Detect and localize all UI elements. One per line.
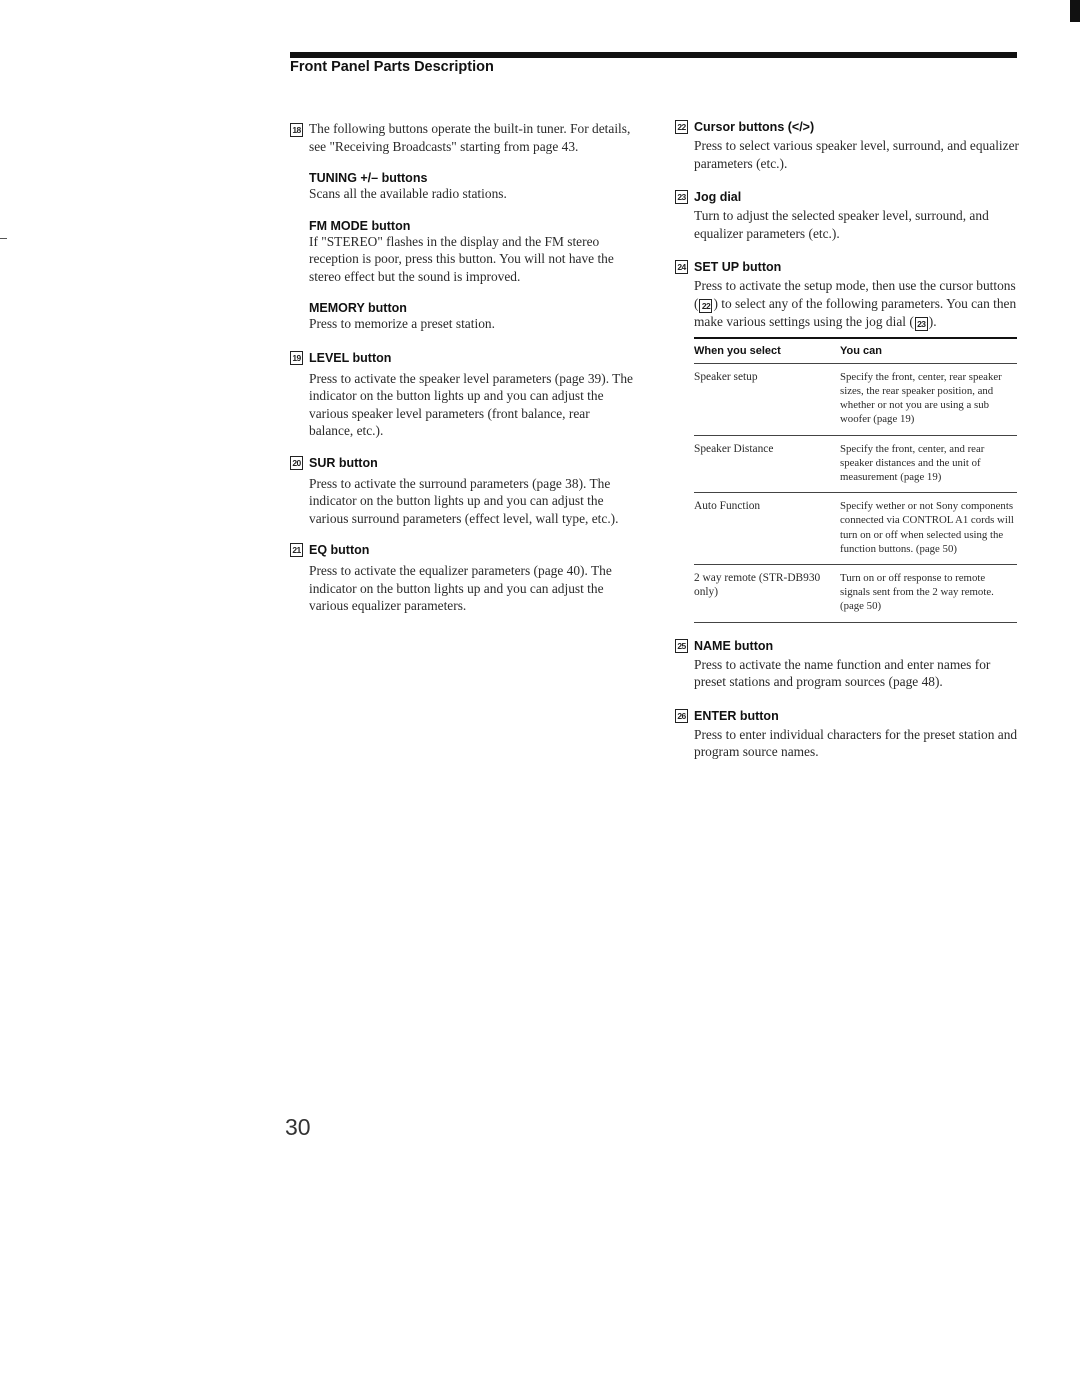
- table-row: [694, 436, 1017, 494]
- table-header-select: When you select: [694, 344, 781, 357]
- enter-button-heading: ENTER button: [694, 708, 779, 723]
- table-cell-select: Speaker Distance: [694, 442, 774, 455]
- item-number-badge: 21: [290, 543, 303, 557]
- jog-dial-text: Turn to adjust the selected speaker level, surround, and equalizer parameters (etc.).: [694, 208, 989, 241]
- fm-mode-heading: FM MODE button: [309, 218, 411, 233]
- table-row: [694, 364, 1017, 436]
- item-reference-badge: 22: [699, 299, 712, 313]
- name-button-heading: NAME button: [694, 638, 774, 653]
- table-cell-select: Speaker setup: [694, 370, 758, 383]
- tuner-intro: [290, 120, 635, 155]
- table-header: [694, 337, 1017, 364]
- cursor-buttons-text: Press to select various speaker level, surround, and equalizer parameters (etc.).: [694, 138, 1019, 171]
- section-title: Front Panel Parts Description: [290, 59, 494, 75]
- tuning-buttons-text: Scans all the available radio stations.: [309, 186, 507, 201]
- page-number: 30: [285, 1114, 311, 1140]
- table-cell-can: Specify wether or not Sony components connected via CONTROL A1 cords will turn on or off when selected using the function buttons. (page 50): [840, 500, 1014, 555]
- table-row: [694, 493, 1017, 565]
- item-number-badge: 26: [675, 709, 688, 723]
- table-row: [694, 565, 1017, 623]
- setup-button-text: Press to activate the setup mode, then use the cursor buttons ( 22 ) to select any of the following parameters. You can then make various settings using the jog dial ( 23 ).: [694, 278, 1017, 329]
- level-button-heading: LEVEL button: [309, 350, 392, 365]
- item-number-badge: 24: [675, 260, 688, 274]
- item-number-badge: 22: [675, 120, 688, 134]
- tuning-buttons-heading: TUNING +/– buttons: [309, 171, 428, 185]
- tuner-intro-text: The following buttons operate the built-in tuner. For details, see "Receiving Broadcasts" starting from page 43.: [309, 121, 631, 154]
- edge-mark-left: [0, 238, 7, 239]
- item-number-badge: 19: [290, 351, 303, 365]
- item-number-badge: 23: [675, 190, 688, 204]
- name-button-item: [675, 639, 1020, 691]
- fm-mode-text: If "STEREO" flashes in the display and the FM stereo reception is poor, press this button. You will not have the stereo effect but the sound is improved.: [309, 233, 614, 284]
- sur-button-text: Press to activate the surround parameters (page 38). The indicator on the button lights up and you can adjust the various surround parameters (effect level, wall type, etc.).: [309, 475, 619, 526]
- level-button-item: [290, 351, 635, 440]
- jog-dial-heading: Jog dial: [694, 190, 742, 204]
- table-cell-select: Auto Function: [694, 500, 761, 513]
- eq-button-text: Press to activate the equalizer parameters (page 40). The indicator on the button lights up and you can adjust the various equalizer parameters.: [309, 563, 612, 613]
- header-rule: [290, 52, 1017, 58]
- table-cell-can: Specify the front, center, rear speaker sizes, the rear speaker position, and whether or not you are using a sub woofer (page 19): [840, 370, 1002, 426]
- cursor-buttons-item: [675, 120, 1020, 172]
- sur-button-heading: SUR button: [309, 455, 378, 470]
- name-button-text: Press to activate the name function and enter names for preset stations and program sources (page 48).: [694, 656, 991, 690]
- eq-button-heading: EQ button: [309, 543, 370, 557]
- right-column: [675, 120, 1020, 761]
- item-number-badge: 20: [290, 456, 303, 470]
- sur-button-item: [290, 456, 635, 528]
- left-column: [290, 120, 635, 615]
- table-header-can: You can: [840, 344, 882, 357]
- enter-button-text: Press to enter individual characters for the preset station and program source names.: [694, 726, 1018, 760]
- setup-parameters-table: [694, 337, 1017, 623]
- setup-button-item: [675, 260, 1020, 331]
- level-button-text: Press to activate the speaker level parameters (page 39). The indicator on the button lights up and you can adjust the various speaker level parameters (front balance, rear balance, etc.).: [309, 370, 633, 438]
- enter-button-item: [675, 709, 1020, 761]
- item-number-badge: 18: [290, 123, 303, 137]
- edge-mark: [1070, 0, 1080, 22]
- cursor-buttons-heading: Cursor buttons (</>): [694, 120, 815, 134]
- memory-text: Press to memorize a preset station.: [309, 316, 495, 331]
- table-cell-can: Specify the front, center, and rear speaker distances and the unit of measurement (page 19): [840, 442, 985, 483]
- jog-dial-item: [675, 190, 1020, 242]
- eq-button-item: [290, 543, 635, 615]
- memory-heading: MEMORY button: [309, 301, 407, 315]
- setup-button-heading: SET UP button: [694, 260, 782, 274]
- item-number-badge: 25: [675, 639, 688, 653]
- item-reference-badge: 23: [915, 317, 928, 331]
- table-cell-can: Turn on or off response to remote signals sent from the 2 way remote. (page 50): [840, 571, 994, 613]
- table-cell-select: 2 way remote (STR-DB930 only): [694, 571, 821, 598]
